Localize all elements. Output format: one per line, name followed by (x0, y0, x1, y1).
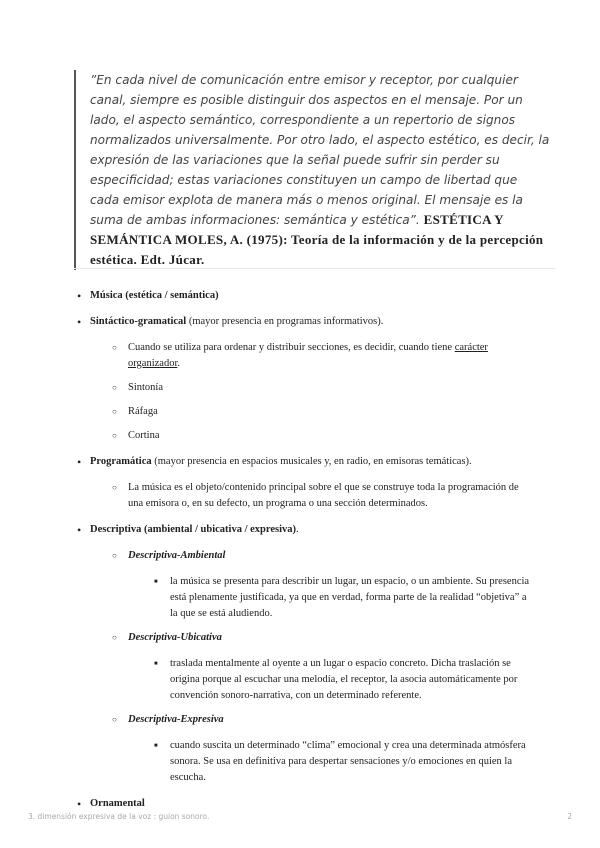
quote-citation: ESTÉTICA Y SEMÁNTICA MOLES, A. (1975): Teoría de la información y de la percepción estética. Edt. Júcar. (90, 212, 544, 267)
sub-sublist-item: ■ cuando suscita un determinado “clima” emocional y crea una determinada atmósfera sonora. Se usa en definitiva para despertar sensaciones y/o emociones en quien la escucha. (148, 738, 534, 786)
list-item-sintactico (74, 314, 534, 444)
subitem-title: Descriptiva-Ambiental (128, 550, 226, 561)
page-footer (28, 812, 572, 821)
subitem-title: Descriptiva-Expresiva (128, 714, 224, 725)
sublist-item: ○ Sintonía (108, 380, 534, 396)
subitem-title: Descriptiva-Ubicativa (128, 632, 222, 643)
sublist-item: ○ Ráfaga (108, 404, 534, 420)
blockquote (74, 70, 550, 270)
item-title: Ornamental (90, 798, 145, 809)
sublist (90, 548, 534, 786)
sublist-item (108, 340, 534, 372)
sublist (90, 480, 534, 512)
item-text: (mayor presencia en programas informativos). (186, 316, 384, 327)
organizer-link[interactable]: carácter organizador (128, 342, 488, 369)
main-content (74, 288, 534, 822)
music-function-list (74, 288, 534, 812)
sublist-item-ambiental (108, 548, 534, 622)
list-item-ornamental (74, 796, 534, 812)
sublist-item: ○ Cortina (108, 428, 534, 444)
list-item-programatica (74, 454, 534, 512)
list-item-descriptiva (74, 522, 534, 786)
page-number: 2 (567, 812, 572, 821)
sub-sublist (128, 574, 534, 622)
item-title: Programática (90, 456, 152, 467)
sublist-item-ubicativa (108, 630, 534, 704)
list-item-musica (74, 288, 534, 304)
item-title: Sintáctico-gramatical (90, 316, 187, 327)
sub-sublist-item: ■ traslada mentalmente al oyente a un lugar o espacio concreto. Dicha traslación se origina porque al escuchar una melodía, el receptor, la asocia automáticamente por convención sonoro-narrativa, con un determinado referente. (148, 656, 534, 704)
sub-text: Cuando se utiliza para ordenar y distribuir secciones, es decidir, cuando tiene (128, 342, 455, 353)
item-text: . (296, 524, 299, 535)
divider (74, 268, 556, 269)
sublist-item-expresiva (108, 712, 534, 786)
quote-text: ”En cada nivel de comunicación entre emisor y receptor, por cualquier canal, siempre es posible distinguir dos aspectos en el mensaje. Por un lado, el aspecto semántico, correspondiente a un repertorio de signos normalizados universalmente. Por otro lado, el aspecto estético, es decir, la expresión de las variaciones que la señal puede sufrir sin perder su especificidad; estas variaciones constituyen un campo de libertad que cada emisor explota de manera más o menos original. El mensaje es la suma de ambas informaciones: semántica y estética”. (90, 73, 550, 227)
item-text: (mayor presencia en espacios musicales y, en radio, en emisoras temáticas). (151, 456, 472, 467)
sub-sublist-item: ■ la música se presenta para describir un lugar, un espacio, o un ambiente. Su presencia está plenamente justificada, ya que en verdad, forma parte de la realidad “objetiva” a la que se está aludiendo. (148, 574, 534, 622)
item-title: Descriptiva (ambiental / ubicativa / expresiva) (90, 524, 296, 535)
sublist (90, 340, 534, 444)
item-title: Música (estética / semántica) (90, 290, 219, 301)
footer-title: 3. dimensión expresiva de la voz : guion sonoro. (28, 812, 210, 821)
sublist-item: ○ La música es el objeto/contenido principal sobre el que se construye toda la programación de una emisora o, en su defecto, un programa o una sección determinados. (108, 480, 534, 512)
sub-sublist (128, 738, 534, 786)
sub-text-end: . (177, 358, 180, 369)
sub-sublist (128, 656, 534, 704)
